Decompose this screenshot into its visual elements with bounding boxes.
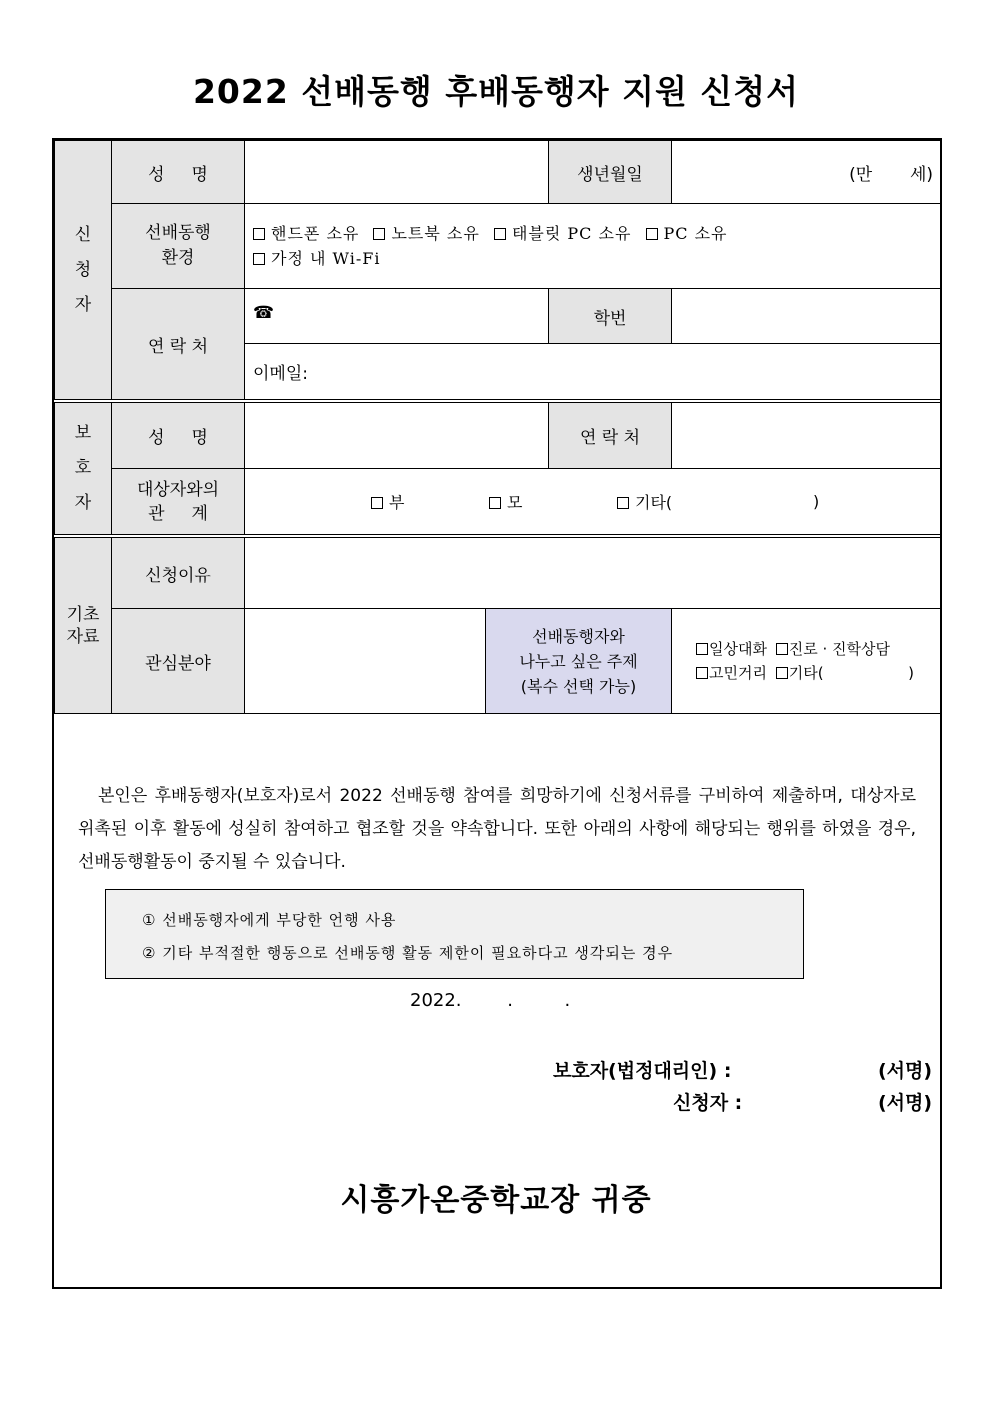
environment-row [253, 246, 380, 271]
relation-label-line: 관 계 [148, 503, 208, 524]
environment-row [253, 221, 728, 246]
checkbox[interactable] [373, 228, 385, 240]
date-line: 2022. . . [410, 990, 571, 1011]
checkbox[interactable] [253, 253, 265, 265]
guardian-section-label [54, 402, 112, 535]
notice-item: ① 선배동행자에게 부당한 언행 사용 [142, 911, 397, 929]
guardian-name-field[interactable] [244, 402, 549, 469]
guardian-contact-label: 연 락 처 [548, 402, 672, 469]
relation-options [244, 468, 942, 535]
topic-label-line: 선배동행자와 [532, 626, 625, 646]
interest-field[interactable] [244, 608, 486, 714]
relation-mother[interactable] [489, 490, 522, 513]
section-char: 자 [74, 294, 92, 315]
basic-section-line: 자료 [66, 626, 100, 647]
topic-option-daily: 일상대화 [709, 640, 767, 658]
checkbox[interactable] [494, 228, 506, 240]
reason-label: 신청이유 [111, 537, 245, 609]
relation-option-label: 부 [389, 493, 405, 512]
checkbox[interactable] [776, 643, 788, 655]
checkbox[interactable] [646, 228, 658, 240]
topic-row [696, 637, 890, 661]
checkbox[interactable] [696, 667, 708, 679]
checkbox[interactable] [776, 667, 788, 679]
basic-section-line: 기초 [66, 604, 100, 625]
relation-label [111, 468, 245, 535]
notice-box [105, 889, 804, 979]
page-title: 2022 선배동행 후배동행자 지원 신청서 [192, 72, 800, 111]
topic-option-career: 진로 · 진학상담 [788, 640, 890, 658]
env-option-pc: PC 소유 [663, 224, 728, 243]
guardian-signature[interactable]: (서명) [878, 1060, 933, 1082]
pledge-body: 본인은 후배동행자(보호자)로서 2022 선배동행 참여를 희망하기에 신청서류를 구비하여 제출하며, 대상자로 위촉된 이후 활동에 성실히 참여하고 협조할 것을 약속합니다. 또한 아래의 사항에 해당되는 행위를 하였을 경우, 선배동행활동이 중지될 수 있습니다. [78, 786, 916, 872]
topic-label [485, 608, 672, 714]
relation-label-line: 대상자와의 [136, 479, 220, 500]
env-option-phone: 핸드폰 소유 [271, 224, 360, 243]
student-id-field[interactable] [671, 288, 942, 344]
interest-label: 관심분야 [111, 608, 245, 714]
notice-item: ② 기타 부적절한 행동으로 선배동행 활동 제한이 필요하다고 생각되는 경우 [142, 944, 674, 962]
applicant-name-label: 성 명 [111, 140, 245, 204]
checkbox[interactable] [371, 497, 383, 509]
birth-date-field[interactable]: (만 세) [671, 140, 942, 204]
section-char: 보 [74, 423, 92, 443]
checkbox[interactable] [696, 643, 708, 655]
application-form [52, 138, 942, 1289]
topic-option-other: 기타( [788, 664, 824, 682]
guardian-signature-label: 보호자(법정대리인) : [553, 1060, 732, 1082]
email-field[interactable] [244, 343, 942, 400]
basic-section-label [54, 537, 112, 714]
checkbox[interactable] [253, 228, 265, 240]
email-label: 이메일: [253, 364, 308, 384]
checkbox[interactable] [489, 497, 501, 509]
applicant-contact-label: 연 락 처 [111, 288, 245, 400]
student-id-label: 학번 [548, 288, 672, 344]
relation-other-close: ) [813, 492, 820, 511]
phone-field[interactable] [244, 288, 549, 344]
section-char: 호 [74, 458, 92, 478]
reason-field[interactable] [244, 537, 942, 609]
environment-label-line: 선배동행 [145, 223, 211, 243]
topic-other-close: ) [908, 664, 914, 682]
relation-option-label: 기타( [635, 493, 673, 512]
applicant-name-field[interactable] [244, 140, 549, 204]
pledge-text [78, 780, 916, 879]
phone-icon: ☎ [253, 303, 275, 323]
environment-label [111, 203, 245, 289]
birth-date-label: 생년월일 [548, 140, 672, 204]
relation-option-label: 모 [507, 493, 523, 512]
env-option-wifi: 가정 내 Wi-Fi [271, 249, 381, 268]
env-option-laptop: 노트북 소유 [391, 224, 480, 243]
topic-label-line: 나누고 싶은 주제 [519, 651, 638, 671]
closing-recipient: 시흥가온중학교장 귀중 [340, 1183, 652, 1218]
applicant-signature-label: 신청자 : [673, 1092, 743, 1114]
relation-father[interactable] [371, 490, 404, 513]
section-char: 신 [74, 224, 92, 245]
section-char: 자 [74, 493, 92, 513]
checkbox[interactable] [617, 497, 629, 509]
guardian-contact-field[interactable] [671, 402, 942, 469]
topic-row [696, 661, 914, 685]
applicant-section-label [54, 140, 112, 400]
topic-option-worries: 고민거리 [709, 664, 767, 682]
section-char: 청 [74, 259, 92, 280]
relation-other[interactable] [617, 490, 672, 513]
env-option-tablet: 태블릿 PC 소유 [511, 224, 632, 243]
applicant-signature[interactable]: (서명) [878, 1092, 933, 1114]
guardian-name-label: 성 명 [111, 402, 245, 469]
environment-options [244, 203, 942, 289]
topic-label-line: (복수 선택 가능) [520, 676, 637, 696]
topic-options [671, 608, 942, 714]
environment-label-line: 환경 [161, 248, 195, 268]
